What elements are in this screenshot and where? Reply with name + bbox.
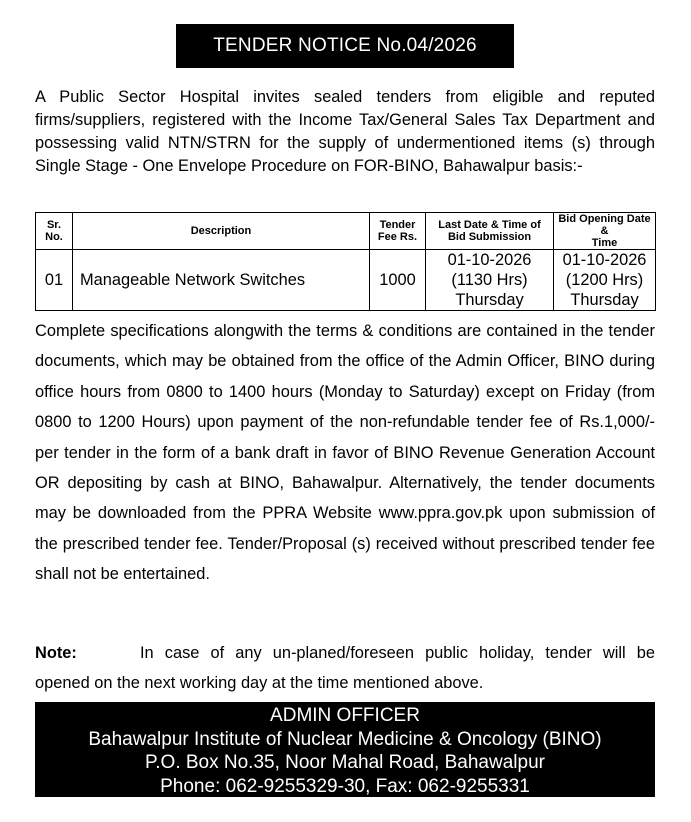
header-tender-fee	[370, 213, 426, 250]
last-day: Thursday	[455, 291, 524, 309]
header-last-line1: Last Date & Time of	[438, 219, 541, 231]
header-opening-date	[554, 213, 656, 250]
contact-footer	[35, 702, 655, 797]
table-row	[36, 250, 656, 311]
footer-office: ADMIN OFFICER	[270, 705, 420, 726]
note-paragraph	[35, 638, 655, 699]
cell-opening-date	[554, 250, 656, 311]
note-text: In case of any un-planed/foreseen public holiday, tender will be opened on the next working day at the time mentioned above.	[35, 644, 655, 693]
footer-address: P.O. Box No.35, Noor Mahal Road, Bahawalpur	[145, 752, 545, 773]
header-sr-no	[36, 213, 73, 250]
open-time: (1200 Hrs)	[565, 271, 644, 289]
notice-title: TENDER NOTICE No.04/2026	[213, 35, 477, 56]
last-date: 01-10-2026	[447, 251, 532, 269]
cell-sr: 01	[36, 250, 73, 311]
table-header-row	[36, 213, 656, 250]
open-date: 01-10-2026	[562, 251, 647, 269]
cell-description: Manageable Network Switches	[73, 250, 370, 311]
header-opening-line2: Time	[591, 237, 618, 249]
footer-phone: Phone: 062-9255329-30, Fax: 062-9255331	[160, 775, 530, 797]
header-sr-line1: Sr.	[46, 219, 62, 231]
header-sr-line2: No.	[45, 231, 63, 243]
header-opening-line1: Bid Opening Date &	[558, 213, 651, 237]
header-description: Description	[73, 213, 370, 250]
terms-paragraph: Complete specifications alongwith the terms & conditions are contained in the tender documents, which may be obtained from the office of the Admin Officer, BINO during office hours from 0800 to 1400 hours (Monday to Saturday) except on Friday (from 0800 to 1200 Hours) upon payment of the non-refundable tender fee of Rs.1,000/- per tender in the form of a bank draft in favor of BINO Revenue Generation Account OR depositing by cash at BINO, Bahawalpur. Alternatively, the tender documents may be downloaded from the PPRA Website www.ppra.gov.pk upon submission of the prescribed tender fee. Tender/Proposal (s) received without prescribed tender fee shall not be entertained.	[35, 322, 655, 584]
header-fee-line1: Tender	[379, 219, 416, 231]
header-last-date	[426, 213, 554, 250]
tender-items-table	[35, 212, 656, 311]
cell-last-date	[426, 250, 554, 311]
intro-paragraph: A Public Sector Hospital invites sealed tenders from eligible and reputed firms/suppliers, registered with the Income Tax/General Sales Tax Department and possessing valid NTN/STRN for the supply of undermentioned items (s) through Single Stage - One Envelope Procedure on FOR-BINO, Bahawalpur basis:-	[35, 88, 655, 175]
notice-title-box	[176, 24, 514, 68]
header-last-line2: Bid Submission	[447, 231, 532, 243]
cell-fee: 1000	[370, 250, 426, 311]
header-fee-line2: Fee Rs.	[377, 231, 418, 243]
note-label: Note:	[35, 644, 77, 662]
footer-institute: Bahawalpur Institute of Nuclear Medicine & Oncology (BINO)	[88, 728, 602, 750]
open-day: Thursday	[570, 291, 639, 309]
last-time: (1130 Hrs)	[451, 271, 528, 289]
